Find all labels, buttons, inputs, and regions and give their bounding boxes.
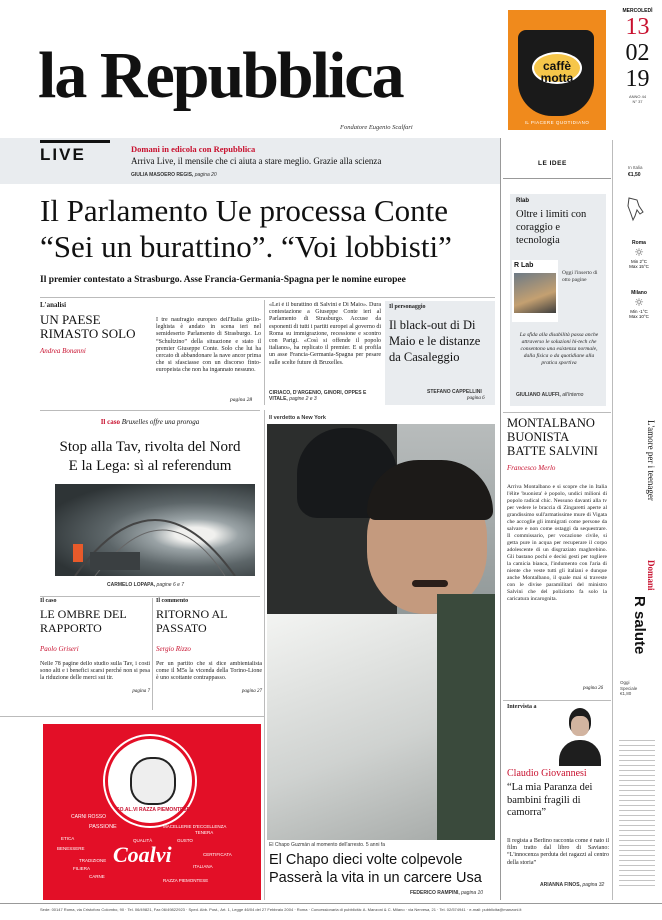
personaggio-page: pagina 6 bbox=[467, 396, 485, 401]
interview-quote[interactable]: “La mia Paranza dei bambini fragili di camorra” bbox=[507, 782, 593, 818]
weather-min: Min -1°C bbox=[630, 309, 648, 314]
coalvi-brand: Coalvi bbox=[113, 842, 172, 867]
coffee-brand: caffè motta bbox=[540, 59, 574, 85]
rlab-teaser: La sfida alla disabilità passa anche attraverso le soluzioni hi-tech che consentono una esistenza normale, dalla fisica o da quotidiane alla pratica sportiva bbox=[519, 332, 599, 366]
chapo-figure bbox=[267, 614, 437, 840]
weather-min: Min 2°C bbox=[630, 259, 648, 264]
weather-city-roma bbox=[620, 240, 658, 269]
ritorno-kicker: Il commento bbox=[156, 598, 189, 604]
coalvi-word-1: PASSIONE bbox=[89, 824, 117, 830]
coalvi-seal-text: CO.AL.VI RAZZA PIEMONTESE bbox=[116, 807, 190, 813]
personaggio-headline: Il black-out di Di Maio e le distanze da Casaleggio bbox=[389, 318, 481, 364]
chapo-byline bbox=[410, 890, 483, 896]
small-print-column bbox=[619, 740, 655, 890]
tav-headline-line1[interactable]: Stop alla Tav, rivolta del Nord bbox=[59, 439, 241, 455]
ombre-body: Nelle 78 pagine dello studio sulla Tav, i costi sono alti e i benefici scarsi perché non si pesa la riduzione delle merci sui tir. bbox=[40, 661, 150, 682]
live-byline bbox=[131, 172, 217, 178]
weather-city-name: Milano bbox=[631, 290, 647, 296]
date-day: 13 bbox=[625, 14, 650, 40]
analysis-body: I tre naufragio europeo dell'Italia grillo-leghista è andato in scena ieri nel semideserto Parlamento di Strasburgo. Lo “Schultzino” della situazione e stato il premier Giuseppe Conte. Solo che lui ha cercato di abbandonare la nave ancor prima che si sfasciasse con un discorso finto-europeista che non ha ingannato nessuno. bbox=[156, 317, 261, 374]
col2-byline-names: CIRIACO, D'ARGENIO, GINORI, OPPES bbox=[269, 390, 362, 396]
montalbano-body: Arriva Montalbano e si scopre che in Italia l'élite 'buonista' è popolo, undici milioni di popolo radical chic. Nessuno davanti alla tv per vedere le braccia di Zingaretti aperte al grandissimo sull'armatissime mure di Vigata che accoglie gli immigrati come persone da salvare e non come ostaggi da sequestrare. Il commissario, per vocazione civile, si getta pure in acqua per recuperare il corpo adolescente di un disgraziato maghrebino. Gli bastano pochi e decisi gesti per togliere la camicia bianca, l'indumento con l'aria di niente che veste tutti gli italiani e dunque anche Montalbano, il quale mai si traveste con le divise paramilitari del ministro Salvini che del poliziotto fa solo la caricatura incarognita. bbox=[507, 484, 607, 602]
col2-byline-names2: E VITALE, bbox=[269, 390, 367, 402]
coalvi-word-6: GUSTO bbox=[177, 838, 193, 843]
tav-kicker-sub: Bruxelles offre una proroga bbox=[121, 418, 200, 426]
date-month: 02 bbox=[625, 40, 650, 66]
chapo-byline-page: pagina 10 bbox=[461, 890, 484, 896]
rlab-byline-page: all'interno bbox=[562, 392, 584, 398]
tav-kicker: Il caso bbox=[100, 418, 120, 426]
coalvi-word-9: CERTIFICATA bbox=[203, 852, 232, 857]
weather-max: Max 10°C bbox=[629, 314, 649, 319]
masthead-title: la Repubblica bbox=[38, 39, 403, 112]
interview-portrait bbox=[555, 706, 605, 766]
analysis-kicker: L'analisi bbox=[40, 301, 67, 309]
coalvi-seal bbox=[105, 736, 195, 826]
weather-max: Max 15°C bbox=[629, 264, 649, 269]
footer-legal: Sede: 00147 Roma, via Cristoforo Colombo, 90 · Tel. 06/49821, Fax 06/49822923 · Sped. Abb. Post., Art. 1, Legge 46/04 del 27 Febbraio 2004 · Roma · Concessionaria di pubblicità: A. Manzoni & C. Milano · via Nervesa, 21 · Tel. 02/574941 · e-mail: pubblicita@manzoni.it bbox=[40, 907, 522, 912]
live-banner[interactable] bbox=[0, 138, 500, 184]
coalvi-word-2: ETICA bbox=[61, 836, 75, 841]
rlab-byline bbox=[516, 392, 583, 398]
rlab-title: Oltre i limiti con coraggio e tecnologia bbox=[516, 209, 587, 246]
date-issue: ANNO 44 N° 37 bbox=[628, 94, 647, 104]
rlab-thumb-logo: R Lab bbox=[514, 262, 534, 269]
chapo-photo-caption: El Chapo Guzmán al momento dell'arresto. 5 anni fa bbox=[269, 842, 386, 848]
tav-byline-page: pagine 6 e 7 bbox=[156, 582, 185, 588]
weather-italy-map bbox=[625, 196, 645, 222]
montalbano-author: Francesco Merlo bbox=[507, 464, 556, 472]
main-headline-line1[interactable]: Il Parlamento Ue processa Conte bbox=[40, 193, 449, 228]
ombre-kicker: Il caso bbox=[40, 598, 57, 604]
ritorno-body: Per un partito che si dice ambientalista come il M5s la vicenda della Torino-Lione è uno scottante contrappasso. bbox=[156, 661, 262, 682]
coffee-slogan: IL PIACERE QUOTIDIANO bbox=[524, 120, 590, 125]
interview-byline bbox=[540, 882, 604, 888]
ritorno-page: pagina 27 bbox=[241, 689, 262, 694]
live-byline-page: pagina 20 bbox=[194, 172, 217, 178]
analysis-author: Andrea Bonanni bbox=[40, 347, 86, 355]
chapo-photo[interactable] bbox=[267, 424, 495, 840]
date-weekday: MERCOLEDÌ bbox=[622, 8, 653, 14]
ritorno-author: Sergio Rizzo bbox=[156, 645, 191, 653]
rlab-byline-name: GIULIANO ALUFFI, bbox=[516, 392, 561, 398]
analysis-article[interactable] bbox=[40, 301, 152, 405]
coalvi-word-8: ITALIANA bbox=[193, 864, 213, 869]
le-idee-label: LE IDEE bbox=[538, 160, 567, 167]
weather-city-milano bbox=[620, 290, 658, 319]
live-byline-name: GIULIA MASOERO REGIS, bbox=[131, 172, 194, 178]
chapo-kicker: Il verdetto a New York bbox=[269, 415, 326, 421]
coalvi-word-10: CARNE bbox=[89, 874, 105, 879]
sun-icon: ☼ bbox=[634, 296, 644, 309]
interview-kicker: Intervista a bbox=[507, 704, 537, 710]
personaggio-box[interactable] bbox=[385, 301, 495, 405]
coalvi-word-3: BENESSERE bbox=[57, 846, 85, 851]
col2-byline bbox=[269, 390, 381, 402]
tav-kicker-row bbox=[40, 418, 260, 426]
personaggio-kicker: Il personaggio bbox=[389, 304, 426, 310]
tav-byline-name: CARMELO LOPAPA, bbox=[107, 582, 156, 588]
live-text: Arriva Live, il mensile che ci aiuta a stare meglio. Grazie alla scienza bbox=[131, 156, 382, 166]
coalvi-word-11: RAZZA PIEMONTESE bbox=[163, 878, 209, 883]
sun-icon: ☼ bbox=[634, 246, 644, 259]
coalvi-word-5: QUALITÀ bbox=[133, 838, 153, 843]
analysis-headline: UN PAESE RIMASTO SOLO bbox=[40, 312, 136, 341]
dateline bbox=[615, 8, 660, 138]
tav-byline bbox=[107, 582, 184, 588]
rlab-thumb-caption: Oggi l'inserto di otto pagine bbox=[562, 270, 598, 283]
ombre-author: Paolo Griseri bbox=[40, 645, 79, 653]
ad-bottom-coalvi[interactable] bbox=[43, 724, 261, 900]
coalvi-word-7: TRADIZIONE bbox=[79, 858, 107, 863]
ombre-article[interactable] bbox=[40, 598, 150, 710]
rlab-box[interactable] bbox=[510, 194, 606, 406]
chapo-headline-line1[interactable]: El Chapo dieci volte colpevole bbox=[269, 852, 463, 868]
chapo-headline-line2[interactable]: Passerà la vita in un carcere Usa bbox=[269, 870, 482, 886]
tav-headline-line2[interactable]: E la Lega: sì al referendum bbox=[68, 458, 232, 474]
salute-note: Oggi Speciale €1,80 bbox=[620, 680, 638, 696]
ritorno-article[interactable] bbox=[156, 598, 262, 710]
montalbano-page: pagina 26 bbox=[583, 686, 604, 691]
interview-name: Claudio Giovannesi bbox=[507, 768, 587, 779]
weather-city-name: Roma bbox=[632, 240, 646, 246]
ombre-headline: LE OMBRE DEL RAPPORTO bbox=[40, 607, 127, 635]
salute-strip[interactable] bbox=[616, 420, 660, 670]
col2-byline-page: pagine 2 e 3 bbox=[289, 396, 317, 402]
coalvi-word-4: MACELLERIE D'ECCELLENZA bbox=[163, 824, 227, 829]
salute-teaser: L'amore per i teenager bbox=[646, 420, 656, 501]
coalvi-word-12: FILIERA bbox=[73, 866, 91, 871]
col2-body: «Lei è il burattino di Salvini e Di Maio». Dura contestazione a Giuseppe Conte ieri al Parlamento di Strasburgo. Accuse da esponenti di tutti i partiti europei al governo di Roma su immigrazione, recessione e scontro con Parigi. «Così si offende il popolo italiano», ha replicato il premier. E si profila un asse Francia-Germania-Spagna per pesare sulle scelte future di Bruxelles. bbox=[269, 302, 381, 366]
interview-byline-page: pagina 32 bbox=[582, 882, 605, 888]
price-label: In Italia bbox=[628, 165, 643, 170]
coalvi-word-0: CARNI ROSSO bbox=[71, 814, 107, 820]
chapo-byline-name: FEDERICO RAMPINI, bbox=[410, 890, 460, 896]
main-headline-line2[interactable]: “Sei un burattino”. “Voi lobbisti” bbox=[40, 229, 452, 264]
rlab-logo: Rlab bbox=[516, 198, 530, 204]
masthead-founder: Fondatore Eugenio Scalfari bbox=[340, 124, 413, 131]
price-value: €1,50 bbox=[628, 172, 641, 178]
cow-icon bbox=[130, 757, 176, 805]
rlab-thumbnail[interactable] bbox=[512, 260, 558, 322]
salute-domani: Domani bbox=[646, 560, 656, 591]
ombre-page: pagina 7 bbox=[132, 689, 150, 694]
montalbano-headline[interactable]: MONTALBANO BUONISTA BATTE SALVINI bbox=[507, 416, 598, 458]
ad-top-coffee[interactable] bbox=[508, 10, 606, 130]
salute-logo: R salute bbox=[631, 596, 648, 655]
interview-byline-name: ARIANNA FINOS, bbox=[540, 882, 581, 888]
live-logo: LIVE bbox=[40, 145, 86, 164]
personaggio-byline: STEFANO CAPPELLINI bbox=[427, 389, 482, 395]
main-subhead: Il premier contestato a Strasburgo. Asse Francia-Germania-Spagna per le nomine europee bbox=[40, 275, 406, 285]
interview-body: Il regista a Berlino racconta come è nato il film tratto dal libro di Saviano: “L'innocenza perduta dei ragazzi al centro della storia” bbox=[507, 838, 609, 866]
coalvi-word-13: TENERA bbox=[195, 830, 214, 835]
tav-tunnel-photo bbox=[55, 484, 255, 576]
analysis-page: pagina 28 bbox=[230, 397, 253, 403]
live-kicker: Domani in edicola con Repubblica bbox=[131, 144, 256, 154]
ritorno-headline: RITORNO AL PASSATO bbox=[156, 607, 228, 635]
date-year: 19 bbox=[625, 66, 650, 92]
